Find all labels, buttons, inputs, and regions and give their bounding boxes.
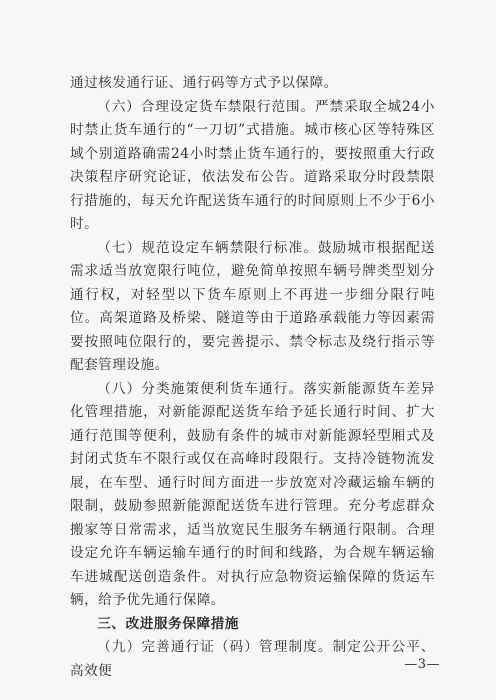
page-number: —3— [404,657,440,672]
paragraph-item-8: （八）分类施策便利货车通行。落实新能源货车差异化管理措施，对新能源配送货车给予延长通行时间、扩大通行范围等便利，鼓励有条件的城市对新能源轻型厢式及封闭式货车不限行或仅在高峰时段限行。支持冷链物流发展，在车型、通行时间方面进一步放宽对冷藏运输车辆的限制，鼓励参照新能源配送货车进行管理。充分考虑群众搬家等日常需求，适当放宽民生服务车辆通行限制。合理设定允许车辆运输车通行的时间和线路，为合规车辆运输车进城配送创造条件。对执行应急物资运输保障的货运车辆，给予优先通行保障。 [70,380,435,608]
paragraph-continuation: 通过核发通行证、通行码等方式予以保障。 [70,75,338,91]
paragraph-item-6: （六）合理设定货车禁限行范围。严禁采取全城24小时禁止货车通行的“一刀切”式措施。城市核心区等特殊区域个别道路确需24小时禁止货车通行的，要按照重大行政决策程序研究论证，依法发布公告。道路采取分时段禁限行措施的，每天允许配送货车通行的时间原则上不少于6小时。 [70,98,435,232]
paragraph-item-7: （七）规范设定车辆禁限行标准。鼓励城市根据配送需求适当放宽限行吨位，避免简单按照车辆号牌类型划分通行权，对轻型以下货车原则上不再进一步细分限行吨位。高架道路及桥梁、隧道等由于道路承载能力等因素需要按照吨位限行的，要完善提示、禁令标志及绕行指示等配套管理设施。 [70,239,435,373]
section-heading-3: 三、改进服务保障措施 [97,615,240,632]
document-body [70,72,435,683]
paragraph-item-9: （九）完善通行证（码）管理制度。制定公开公平、高效便 [70,639,435,679]
